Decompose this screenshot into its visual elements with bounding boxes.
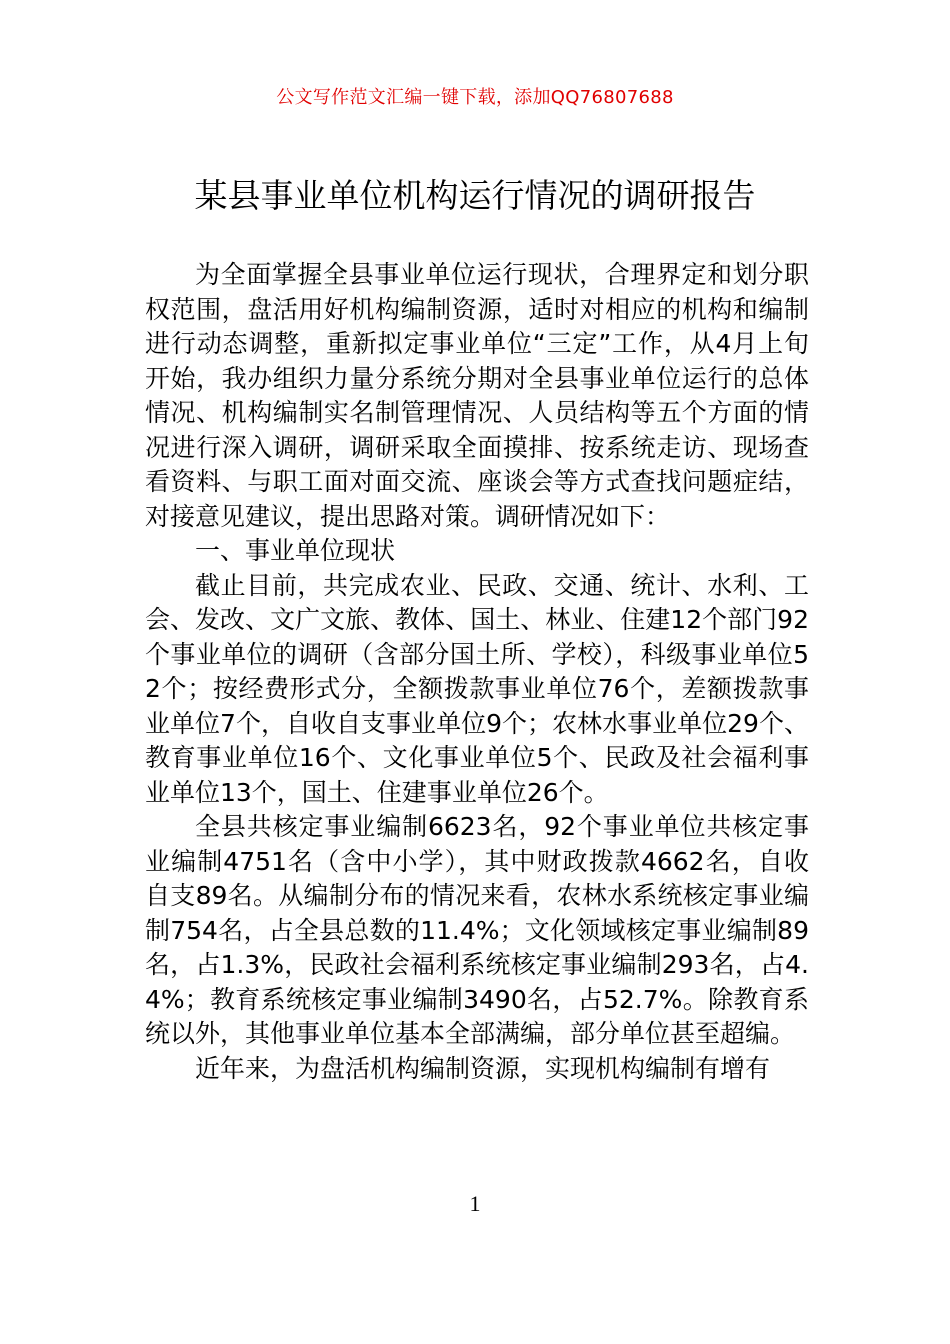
document-title: 某县事业单位机构运行情况的调研报告 xyxy=(194,176,756,215)
page-number: 1 xyxy=(469,1191,481,1216)
staffing-paragraph: 全县共核定事业编制6623名，92个事业单位共核定事业编制4751名（含中小学），其中财政拨款4662名，自收自支89名。从编制分布的情况来看，农林水系统核定事业编制754名，占全县总数的11.4%；文化领域核定事业编制89名，占1.3%，民政社会福利系统核定事业编制293名，占4.4%；教育系统核定事业编制3490名，占52.7%。除教育系统以外，其他事业单位基本全部满编，部分单位甚至超编。 xyxy=(145,812,809,1048)
intro-paragraph: 为全面掌握全县事业单位运行现状，合理界定和划分职权范围，盘活用好机构编制资源，适时对相应的机构和编制进行动态调整，重新拟定事业单位“三定”工作，从4月上旬开始，我办组织力量分系统分期对全县事业单位运行的总体情况、机构编制实名制管理情况、人员结构等五个方面的情况进行深入调研，调研采取全面摸排、按系统走访、现场查看资料、与职工面对面交流、座谈会等方式查找问题症结，对接意见建议，提出思路对策。调研情况如下： xyxy=(145,260,809,531)
unit-count-paragraph: 截止目前，共完成农业、民政、交通、统计、水利、工会、发改、文广文旅、教体、国土、林业、住建12个部门92个事业单位的调研（含部分国土所、学校），科级事业单位52个；按经费形式分，全额拨款事业单位76个，差额拨款事业单位7个，自收自支事业单位9个；农林水事业单位29个、教育事业单位16个、文化事业单位5个、民政及社会福利事业单位13个，国土、住建事业单位26个。 xyxy=(145,570,809,807)
section-heading: 一、事业单位现状 xyxy=(195,536,396,565)
download-notice: 公文写作范文汇编一键下载，添加QQ76807688 xyxy=(276,87,674,108)
document-body xyxy=(145,258,809,1086)
recent-years-paragraph: 近年来，为盘活机构编制资源，实现机构编制有增有 xyxy=(195,1053,771,1083)
